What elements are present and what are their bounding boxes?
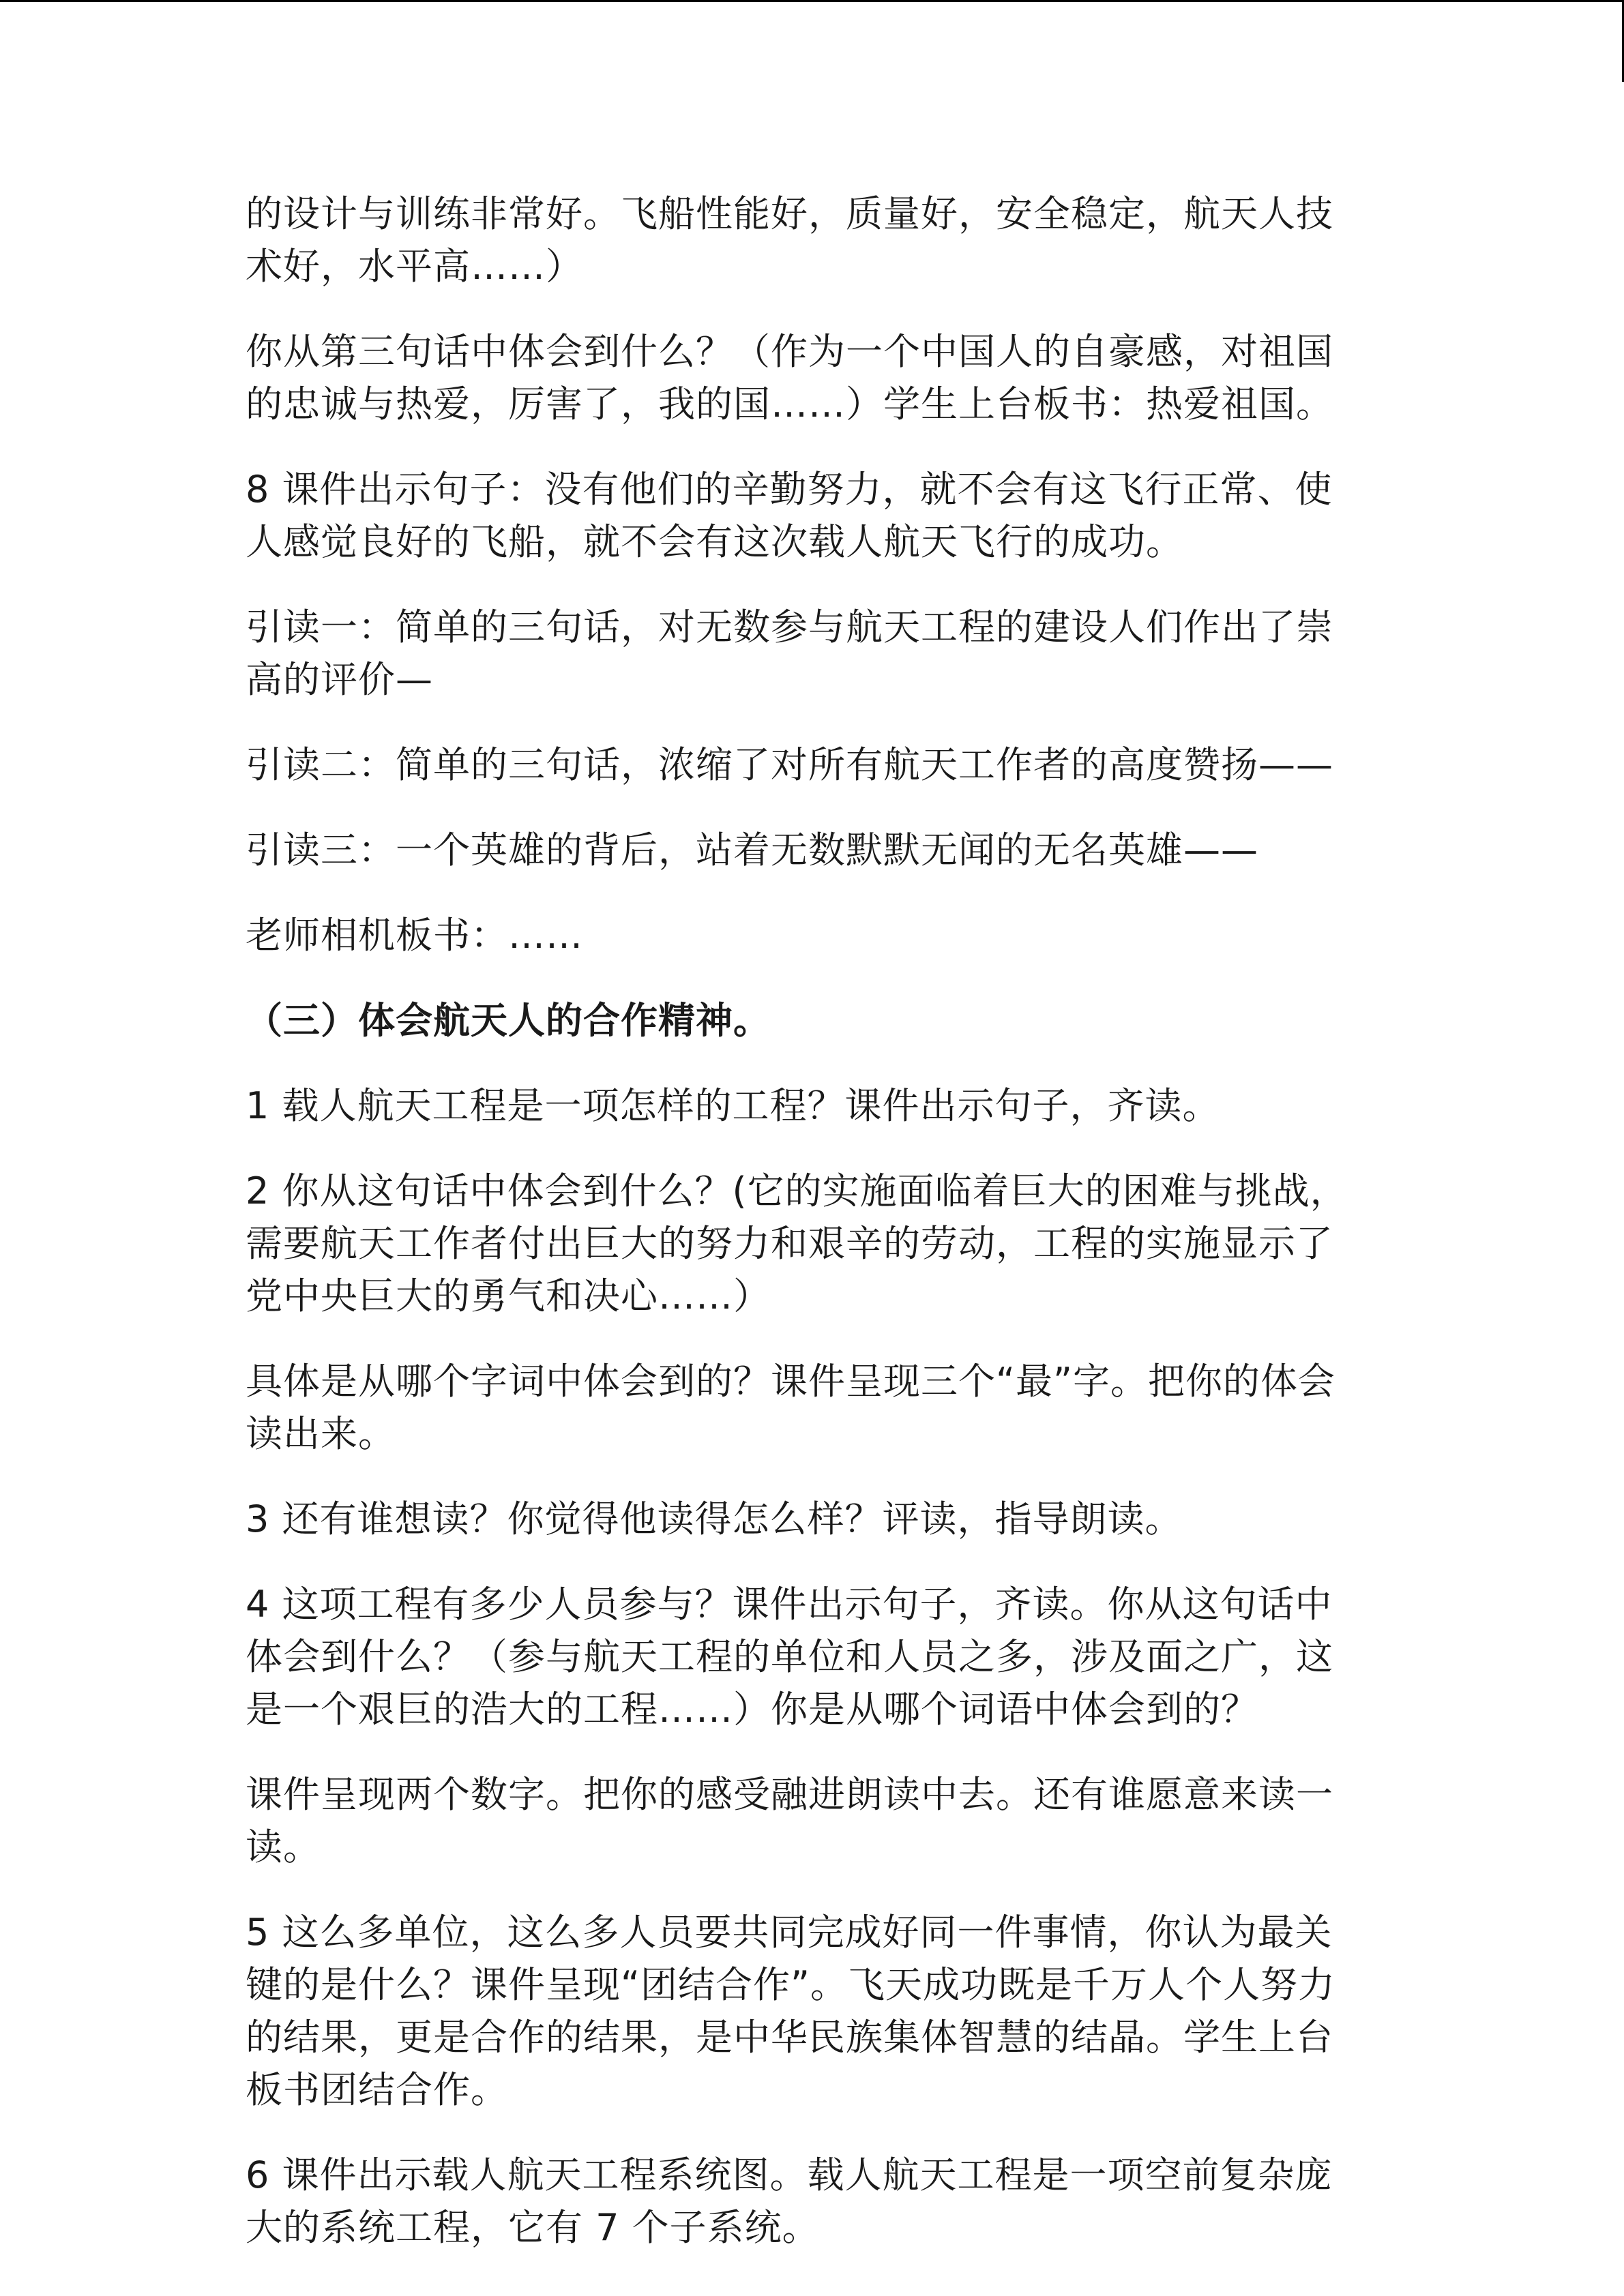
- paragraph-15: 5 这么多单位，这么多人员要共同完成好同一件事情，你认为最关键的是什么？课件呈现“团结合作”。飞天成功既是千万人个人努力的结果，更是合作的结果，是中华民族集体智慧的结晶。学生上台板书团结合作。: [246, 1911, 1335, 2111]
- page-top-border: [0, 0, 1624, 2]
- paragraph-2: 你从第三句话中体会到什么？（作为一个中国人的自豪感，对祖国的忠诚与热爱，厉害了，我的国……）学生上台板书：热爱祖国。: [246, 330, 1333, 426]
- paragraph-4: 引读一：简单的三句话，对无数参与航天工程的建设人们作出了崇高的评价—: [246, 606, 1333, 701]
- paragraph-16: 6 课件出示载人航天工程系统图。载人航天工程是一项空前复杂庞大的系统工程，它有 7 个子系统。: [246, 2153, 1333, 2249]
- document-body: [246, 188, 1354, 2286]
- paragraph-10: 2 你从这句话中体会到什么？(它的实施面临着巨大的困难与挑战，需要航天工作者付出巨大的努力和艰辛的劳动，工程的实施显示了党中央巨大的勇气和决心……）: [246, 1169, 1348, 1317]
- paragraph-14: 课件呈现两个数字。把你的感受融进朗读中去。还有谁愿意来读一读。: [246, 1773, 1333, 1868]
- paragraph-6: 引读三：一个英雄的背后，站着无数默默无闻的无名英雄——: [246, 829, 1258, 871]
- paragraph-7: 老师相机板书：……: [246, 914, 583, 957]
- paragraph-1: 的设计与训练非常好。飞船性能好，质量好，安全稳定，航天人技术好，水平高……）: [246, 192, 1333, 288]
- paragraph-5: 引读二：简单的三句话，浓缩了对所有航天工作者的高度赞扬——: [246, 743, 1333, 786]
- section-heading: （三）体会航天人的合作精神。: [246, 999, 771, 1042]
- paragraph-3: 8 课件出示句子：没有他们的辛勤努力，就不会有这飞行正常、使人感觉良好的飞船，就不会有这次载人航天飞行的成功。: [246, 468, 1333, 563]
- paragraph-11: 具体是从哪个字词中体会到的？课件呈现三个“最”字。把你的体会读出来。: [246, 1360, 1335, 1455]
- paragraph-12: 3 还有谁想读？你觉得他读得怎么样？评读，指导朗读。: [246, 1497, 1183, 1540]
- paragraph-9: 1 载人航天工程是一项怎样的工程？课件出示句子，齐读。: [246, 1084, 1220, 1127]
- paragraph-13: 4 这项工程有多少人员参与？课件出示句子，齐读。你从这句话中体会到什么？（参与航天工程的单位和人员之多，涉及面之广，这是一个艰巨的浩大的工程……）你是从哪个词语中体会到的？: [246, 1583, 1333, 1731]
